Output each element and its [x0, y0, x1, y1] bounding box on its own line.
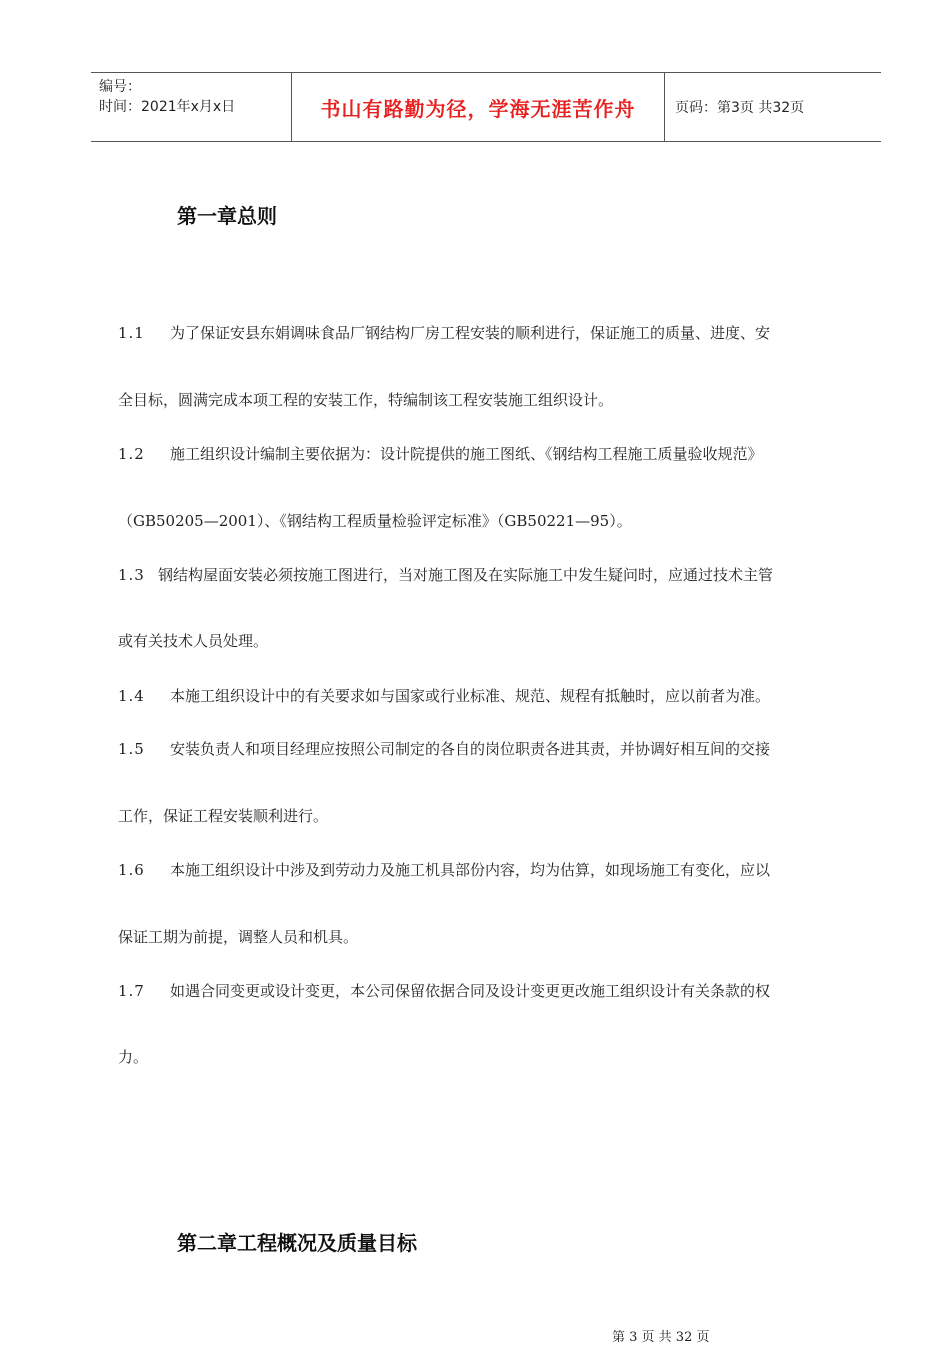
- chapter-1-title: 第一章总则: [177, 204, 277, 228]
- clause-1-6-line-1: [118, 859, 770, 880]
- clause-1-4-line-1: [118, 685, 770, 706]
- clause-1-3-line-2: 或有关技术人员处理。: [118, 632, 269, 650]
- clause-text: 如遇合同变更或设计变更，本公司保留依据合同及设计变更更改施工组织设计有关条款的权: [170, 982, 771, 1000]
- clause-text: 施工组织设计编制主要依据为：设计院提供的施工图纸、《钢结构工程施工质量验收规范》: [170, 445, 763, 463]
- clause-text: 钢结构屋面安装必须按施工图进行，当对施工图及在实际施工中发生疑问时，应通过技术主管: [158, 566, 774, 584]
- clause-1-7-line-2: 力。: [118, 1048, 149, 1066]
- clause-1-1-line-1: [118, 322, 770, 343]
- clause-number: 1.2: [118, 445, 145, 463]
- clause-number: 1.3: [118, 566, 145, 584]
- clause-1-7-line-1: [118, 980, 770, 1001]
- clause-number: 1.7: [118, 982, 145, 1000]
- clause-1-1-line-2: 全目标，圆满完成本项工程的安装工作，特编制该工程安装施工组织设计。: [118, 391, 614, 409]
- clause-text: 本施工组织设计中涉及到劳动力及施工机具部份内容，均为估算，如现场施工有变化，应以: [170, 861, 771, 879]
- clause-number: 1.5: [118, 740, 145, 758]
- header-meta: [91, 73, 292, 141]
- clause-text: 安装负责人和项目经理应按照公司制定的各自的岗位职责各进其责，并协调好相互间的交接: [170, 740, 771, 758]
- clause-1-5-line-1: [118, 738, 770, 759]
- header-motto: 书山有路勤为径，学海无涯苦作舟: [292, 73, 665, 141]
- clause-text: 为了保证安县东娟调味食品厂钢结构厂房工程安装的顺利进行，保证施工的质量、进度、安: [170, 324, 771, 342]
- clause-1-3-line-1: [118, 564, 773, 585]
- clause-1-6-line-2: 保证工期为前提，调整人员和机具。: [118, 928, 359, 946]
- header-page-number: 页码：第3页 共32页: [675, 100, 805, 116]
- clause-1-5-line-2: 工作，保证工程安装顺利进行。: [118, 807, 329, 825]
- chapter-2-title: 第二章工程概况及质量目标: [177, 1231, 417, 1255]
- page-footer: 第 3 页 共 32 页: [612, 1330, 710, 1345]
- clause-number: 1.1: [118, 324, 145, 342]
- clause-1-2-line-1: [118, 443, 763, 464]
- clause-text: 本施工组织设计中的有关要求如与国家或行业标准、规范、规程有抵触时，应以前者为准。: [170, 687, 771, 705]
- document-time-label: 时间：2021年x月x日: [99, 99, 236, 115]
- clause-number: 1.6: [118, 861, 145, 879]
- document-number-label: 编号：: [99, 79, 141, 95]
- page-header: [91, 72, 881, 142]
- clause-1-2-line-2: （GB50205—2001）、《钢结构工程质量检验评定标准》（GB50221—95）。: [118, 512, 632, 530]
- clause-number: 1.4: [118, 687, 145, 705]
